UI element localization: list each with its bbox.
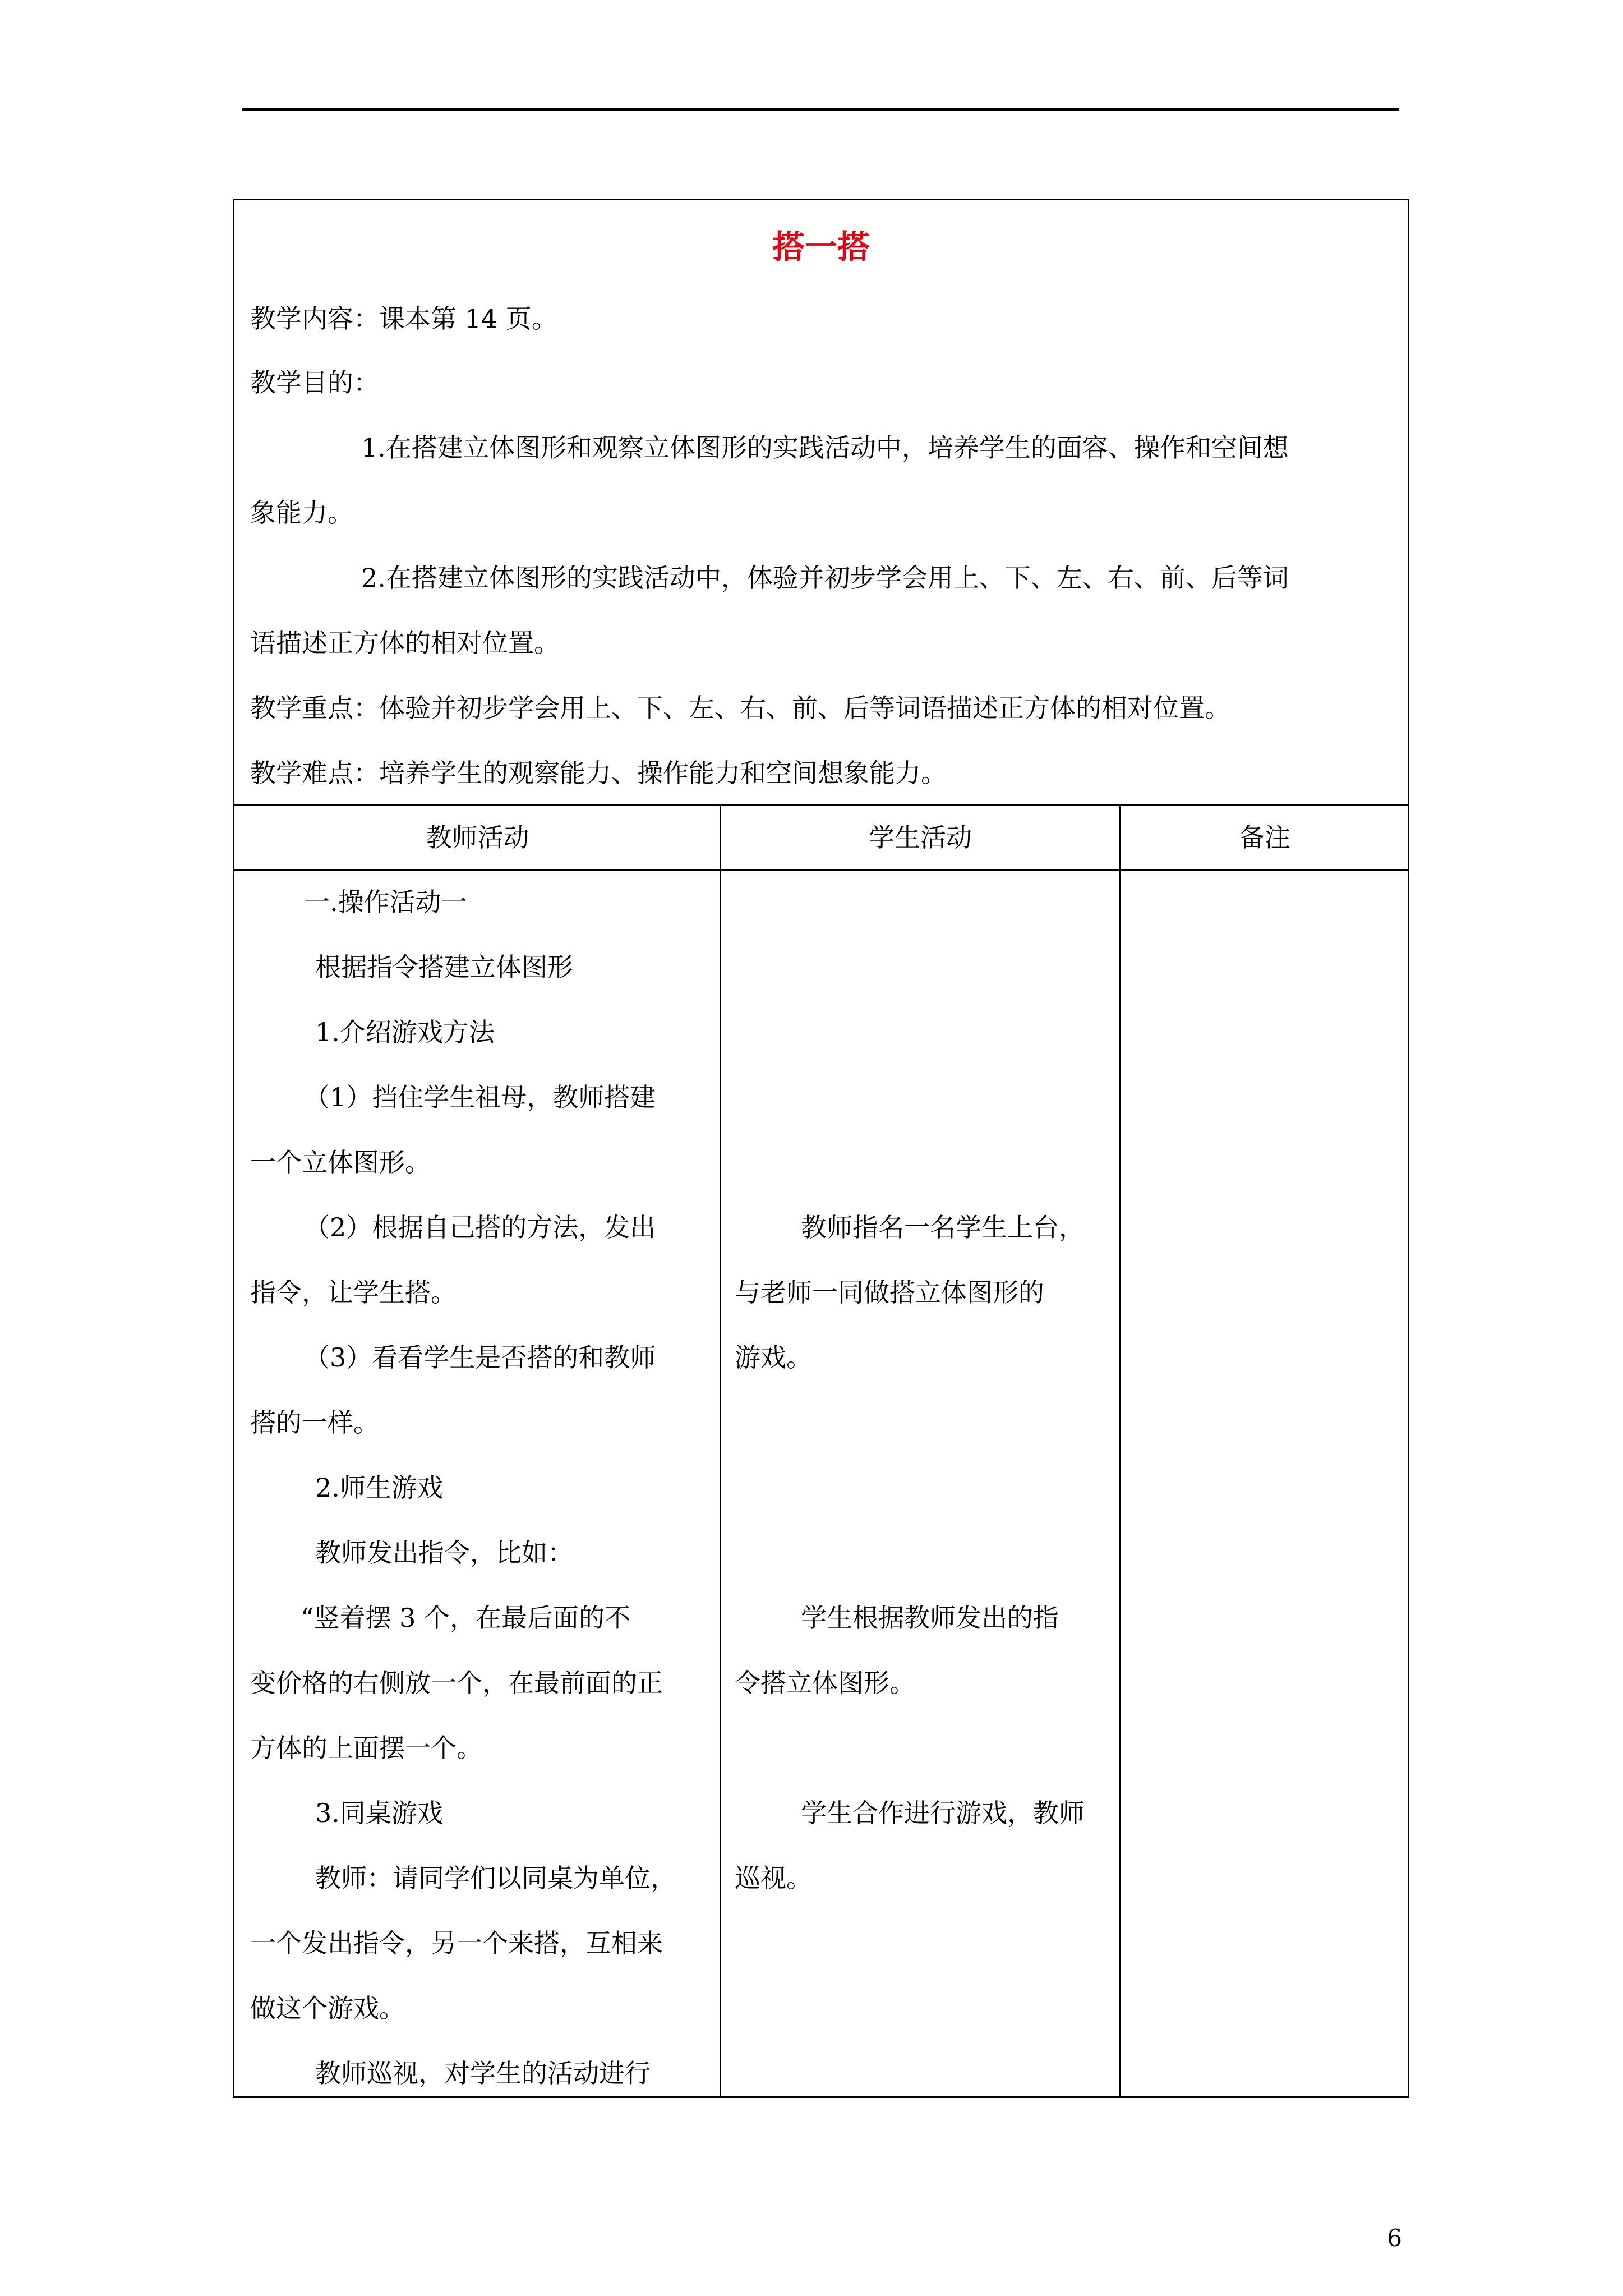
difficulties: 教学难点：培养学生的观察能力、操作能力和空间想象能力。 <box>250 758 947 788</box>
teacher-line: 教师巡视，对学生的活动进行 <box>315 2058 651 2088</box>
objective-1-line-2: 象能力。 <box>250 498 353 528</box>
teacher-line: 教师：请同学们以同桌为单位， <box>315 1863 676 1893</box>
teacher-line: 2.师生游戏 <box>315 1473 443 1503</box>
objective-2-line-1: 2.在搭建立体图形的实践活动中，体验并初步学会用上、下、左、右、前、后等词 <box>361 563 1289 593</box>
student-line: 巡视。 <box>735 1863 812 1893</box>
column-divider <box>1119 806 1121 2096</box>
teacher-line: 做这个游戏。 <box>250 1993 405 2023</box>
teacher-line: （2）根据自己搭的方法，发出 <box>304 1212 656 1243</box>
teacher-line: 变价格的右侧放一个，在最前面的正 <box>250 1668 663 1698</box>
teacher-line: 1.介绍游戏方法 <box>315 1017 495 1047</box>
lesson-plan-table <box>233 199 1409 2098</box>
student-line: 学生根据教师发出的指 <box>801 1603 1059 1633</box>
header-student-activity: 学生活动 <box>869 822 972 853</box>
teacher-line: （1）挡住学生祖母，教师搭建 <box>304 1082 656 1112</box>
student-line: 令搭立体图形。 <box>735 1668 915 1698</box>
teacher-line: （3）看看学生是否搭的和教师 <box>304 1342 656 1373</box>
student-line: 与老师一同做搭立体图形的 <box>735 1277 1044 1308</box>
header-rule <box>242 108 1399 111</box>
teacher-line: 指令，让学生搭。 <box>250 1277 457 1308</box>
intro-section <box>234 200 1408 806</box>
teacher-line: “竖着摆 3 个，在最后面的不 <box>301 1603 631 1633</box>
student-line: 学生合作进行游戏，教师 <box>801 1798 1085 1828</box>
key-points: 教学重点：体验并初步学会用上、下、左、右、前、后等词语描述正方体的相对位置。 <box>250 693 1230 723</box>
objectives-label: 教学目的： <box>250 367 379 398</box>
teacher-line: 一.操作活动一 <box>304 887 467 917</box>
teacher-line: 一个立体图形。 <box>250 1147 431 1177</box>
column-divider <box>720 806 721 2096</box>
objective-1-line-1: 1.在搭建立体图形和观察立体图形的实践活动中，培养学生的面容、操作和空间想 <box>361 432 1289 463</box>
teaching-content: 教学内容：课本第 14 页。 <box>250 303 557 334</box>
lesson-title: 搭一搭 <box>772 228 870 266</box>
objective-2-line-2: 语描述正方体的相对位置。 <box>250 628 560 658</box>
teacher-line: 教师发出指令，比如： <box>315 1538 573 1568</box>
header-teacher-activity: 教师活动 <box>426 822 529 853</box>
table-header-row <box>234 806 1408 871</box>
teacher-line: 一个发出指令，另一个来搭，互相来 <box>250 1928 663 1958</box>
teacher-line: 根据指令搭建立体图形 <box>315 952 573 982</box>
teacher-line: 方体的上面摆一个。 <box>250 1733 482 1763</box>
student-line: 游戏。 <box>735 1342 812 1373</box>
student-line: 教师指名一名学生上台， <box>801 1212 1085 1243</box>
teacher-line: 3.同桌游戏 <box>315 1798 443 1828</box>
header-notes: 备注 <box>1239 822 1290 853</box>
page-number: 6 <box>1387 2224 1402 2252</box>
teacher-line: 搭的一样。 <box>250 1407 379 1438</box>
